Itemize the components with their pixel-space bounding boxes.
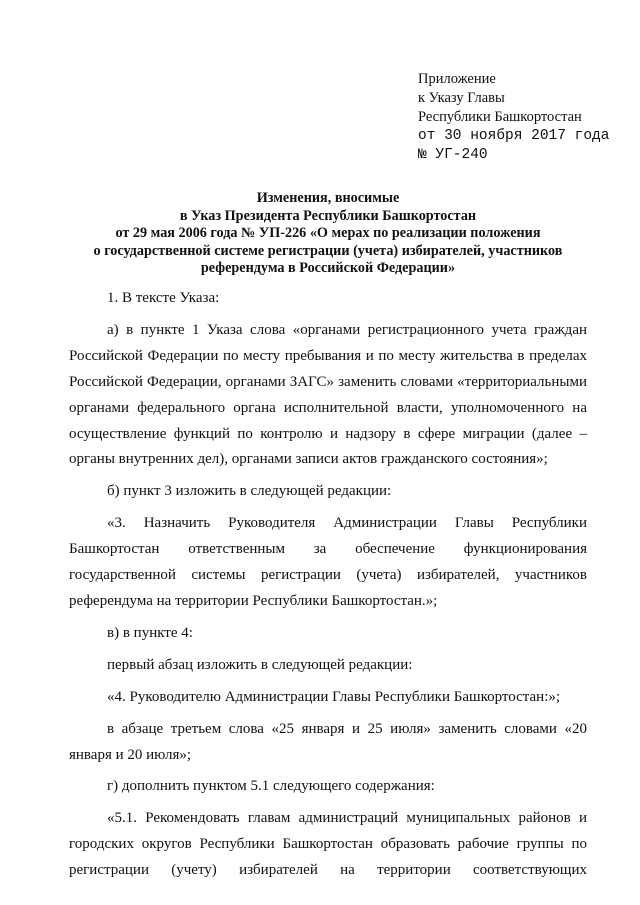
appendix-number: № УГ-240 <box>418 147 488 163</box>
paragraph-8: в абзаце третьем слова «25 января и 25 июля» заменить словами «20 января и 20 июля»; <box>69 720 587 763</box>
document-body <box>69 286 587 884</box>
title-line: о государственной системе регистрации (учета) избирателей, участников <box>93 242 563 259</box>
appendix-label: Приложение <box>418 71 496 87</box>
paragraph-3: б) пункт 3 изложить в следующей редакции: <box>107 483 392 500</box>
appendix-header <box>418 70 609 165</box>
title-line: от 29 мая 2006 года № УП-226 «О мерах по реализации положения <box>115 225 541 242</box>
appendix-decree-ref: к Указу Главы <box>418 90 505 106</box>
paragraph-7: «4. Руководителю Администрации Главы Республики Башкортостан:»; <box>107 688 561 705</box>
paragraph-6: первый абзац изложить в следующей редакции: <box>107 656 413 673</box>
paragraph-4: «3. Назначить Руководителя Администрации Главы Республики Башкортостан ответственным за обеспечение функционирования государственной системы регистрации (учета) избирателей, участников референдума на территории Республики Башкортостан.»; <box>69 515 587 609</box>
appendix-date: от 30 ноября 2017 года <box>418 128 610 144</box>
title-line: Изменения, вносимые <box>256 190 400 206</box>
paragraph-5: в) в пункте 4: <box>107 624 193 641</box>
paragraph-9: г) дополнить пунктом 5.1 следующего содержания: <box>107 778 435 795</box>
title-line: референдума в Российской Федерации» <box>200 260 456 277</box>
paragraph-10: «5.1. Рекомендовать главам администраций муниципальных районов и городских округов Республики Башкортостан образовать рабочие группы по регистрации (учету) избирателей на территории соответствующих <box>69 810 587 879</box>
title-line: в Указ Президента Республики Башкортостан <box>179 207 477 224</box>
paragraph-1: 1. В тексте Указа: <box>107 290 220 306</box>
document-title <box>40 190 616 278</box>
appendix-republic: Республики Башкортостан <box>418 109 582 125</box>
paragraph-2: а) в пункте 1 Указа слова «органами регистрационного учета граждан Российской Федерации по месту пребывания и по месту жительства в пределах Российской Федерации, органами ЗАГС» заменить словами «территориальными органами федерального органа исполнительной власти, уполномоченного на осуществление функций по контролю и надзору в сфере миграции (далее – органы внутренних дел), органами записи актов гражданского состояния»; <box>69 321 587 468</box>
